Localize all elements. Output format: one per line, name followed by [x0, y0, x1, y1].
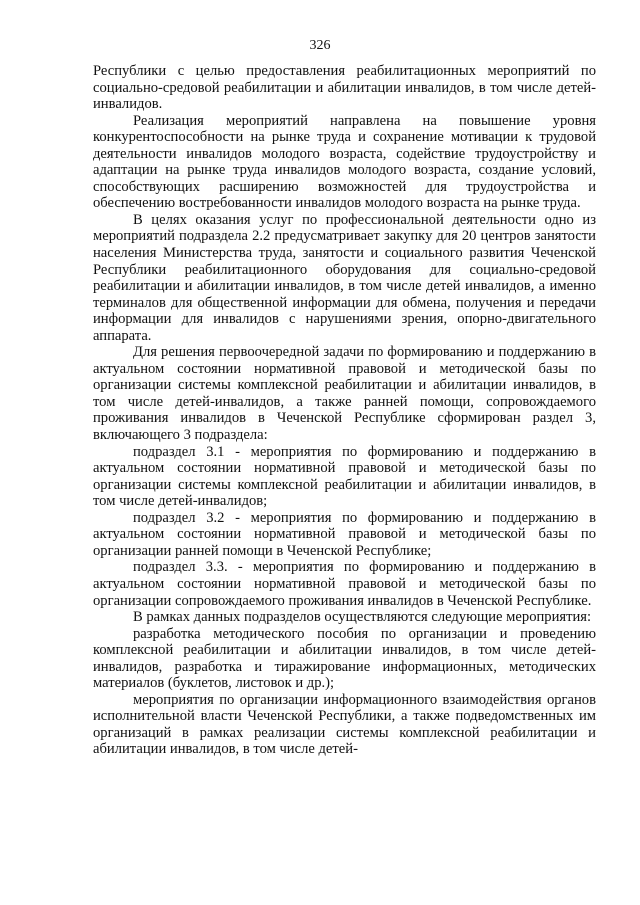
paragraph-1: Республики с целью предоставления реабилитационных мероприятий по социально-средовой реабилитации и абилитации инвалидов, в том числе детей- инвалидов.	[93, 63, 596, 113]
paragraph-8: В рамках данных подразделов осуществляются следующие мероприятия:	[133, 609, 592, 626]
paragraph-10: мероприятия по организации информационного взаимодействия органов исполнительной власти Чеченской Республики, а также подведомственных им организаций в рамках реализации системы комплексной реабилитации и абилитации инвалидов, в том числе детей-	[93, 691, 596, 758]
paragraph-4: Для решения первоочередной задачи по формированию и поддержанию в актуальном состоянии нормативной правовой и методической базы по организации системы комплексной реабилитации и абилитации инвалидов, в том числе детей-инвалидов, а также ранней помощи, сопровождаемого проживания инвалидов в Чеченской Республике сформирован раздел 3, включающего 3 подраздела:	[93, 344, 596, 444]
page-number: 326	[309, 38, 331, 53]
paragraph-9: разработка методического пособия по организации и проведению комплексной реабилитации и абилитации инвалидов, в том числе детей-инвалидов, разработка и тиражирование информационных, методических материалов (буклетов, листовок и др.);	[93, 625, 596, 692]
paragraph-2: Реализация мероприятий направлена на повышение уровня конкурентоспособности на рынке труда и сохранение мотивации к трудовой деятельности инвалидов молодого возраста, содействие трудоустройству и адаптации на рынке труда инвалидов молодого возраста, создание условий, способствующих расширению возможностей для трудоустройства и обеспечению востребованности инвалидов молодого возраста на рынке труда.	[93, 112, 596, 212]
document-body	[93, 63, 596, 758]
paragraph-6: подраздел 3.2 - мероприятия по формированию и поддержанию в актуальном состоянии нормативной правовой и методической базы по организации ранней помощи в Чеченской Республике;	[93, 509, 596, 559]
paragraph-5: подраздел 3.1 - мероприятия по формированию и поддержанию в актуальном состоянии нормативной правовой и методической базы по организации системы комплексной реабилитации и абилитации инвалидов, в том числе детей-инвалидов;	[93, 443, 596, 510]
paragraph-3: В целях оказания услуг по профессиональной деятельности одно из мероприятий подраздела 2.2 предусматривает закупку для 20 центров занятости населения Министерства труда, занятости и социального развития Чеченской Республики реабилитационного оборудования для социально-средовой реабилитации и абилитации инвалидов, в том числе детей инвалидов, а именно терминалов для общественной информации для обмена, получения и передачи информации для инвалидов с нарушениями зрения, опорно-двигательного аппарата.	[93, 211, 596, 344]
paragraph-7: подраздел 3.3. - мероприятия по формированию и поддержанию в актуальном состоянии нормативной правовой и методической базы по организации сопровождаемого проживания инвалидов в Чеченской Республике.	[93, 559, 596, 609]
